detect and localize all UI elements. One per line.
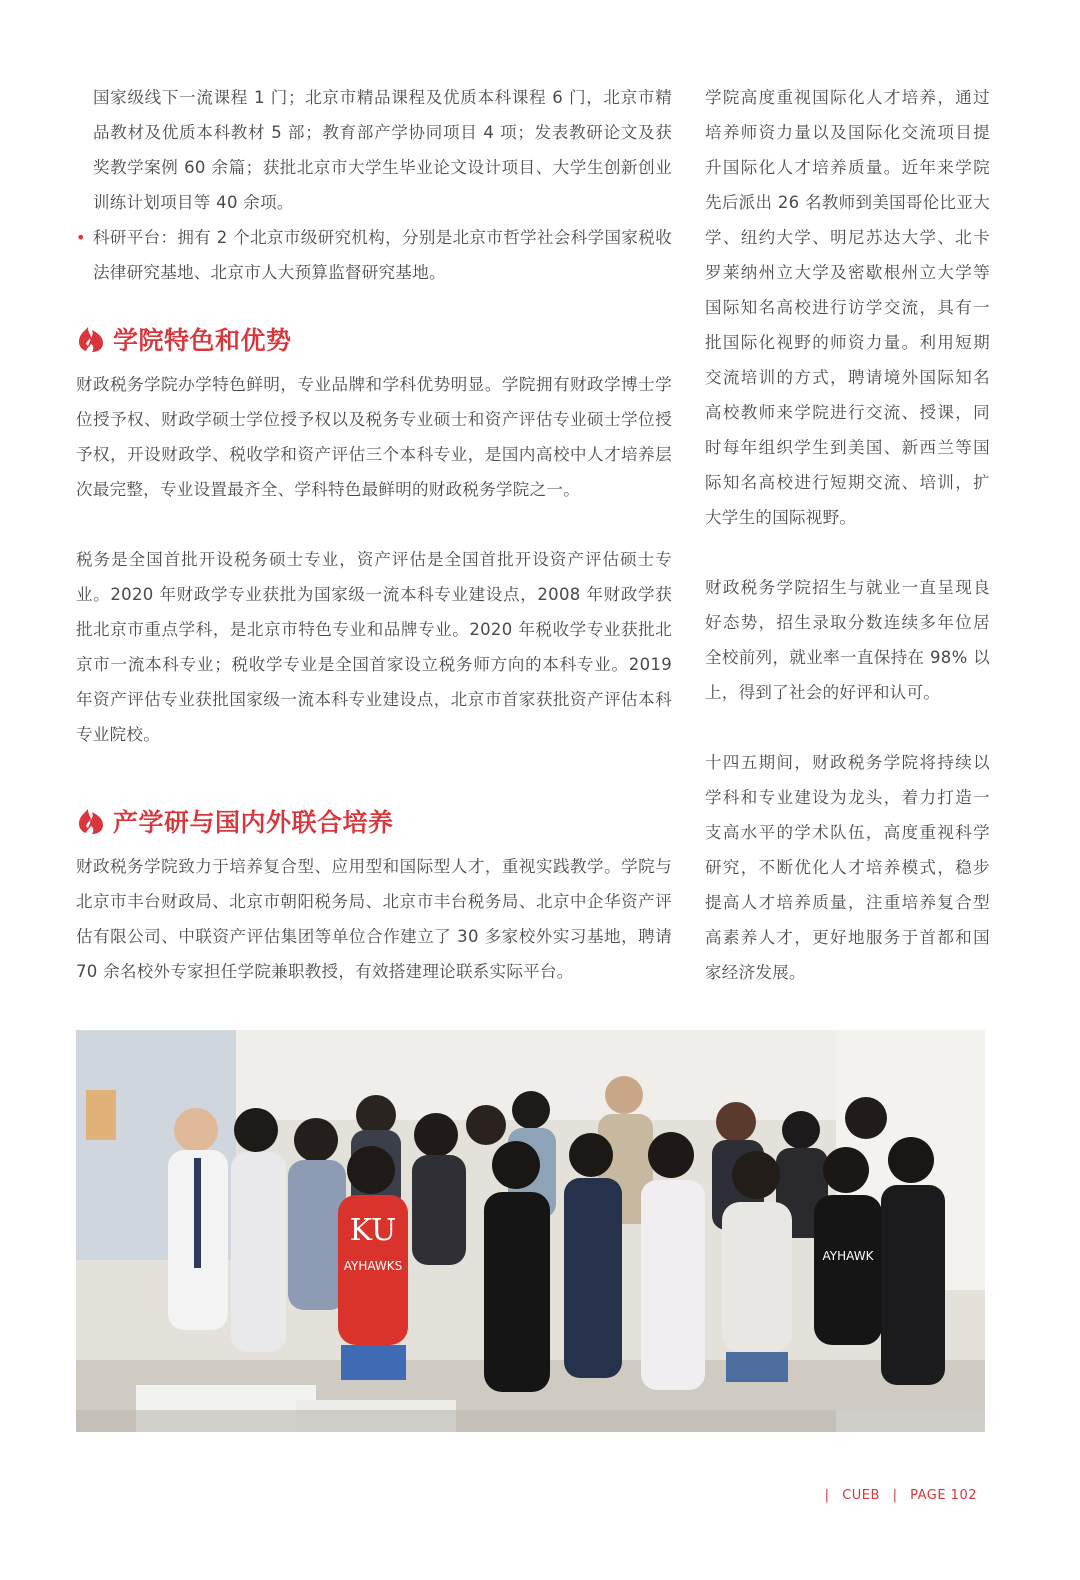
group-photo-illustration <box>76 1030 985 1432</box>
section-heading-features <box>76 319 672 359</box>
section-heading-cooperation <box>76 801 672 841</box>
future-plan-paragraph: 十四五期间，财政税务学院将持续以学科和专业建设为龙头，着力打造一支高水平的学术队伍，高度重视科学研究，不断优化人才培养模式，稳步提高人才培养质量，注重培养复合型高素养人才，更好地服务于首都和国家经济发展。 <box>705 753 990 982</box>
bullet-dot-icon: • <box>76 228 86 247</box>
shirt-ku-text: KU <box>349 1213 397 1248</box>
footer-separator: | <box>824 1488 830 1503</box>
flame-logo-icon <box>76 325 106 353</box>
flame-logo-icon <box>76 807 106 835</box>
bullet-research-platform <box>76 220 672 290</box>
features-paragraph-1: 财政税务学院办学特色鲜明，专业品牌和学科优势明显。学院拥有财政学博士学位授予权、财政学硕士学位授予权以及税务专业硕士和资产评估专业硕士学位授予权，开设财政学、税收学和资产评估三个本科专业，是国内高校中人才培养层次最完整，专业设置最齐全、学科特色最鲜明的财政税务学院之一。 <box>76 375 672 499</box>
shirt-jayhawks-text: AYHAWKS <box>343 1259 403 1273</box>
footer-brand: CUEB <box>842 1488 880 1503</box>
section-title-features: 学院特色和优势 <box>113 326 292 355</box>
footer-separator: | <box>892 1488 898 1503</box>
left-column <box>76 80 672 989</box>
group-photo <box>76 1030 985 1432</box>
right-column <box>705 80 990 990</box>
page-footer <box>825 1488 985 1503</box>
bullet-research-text: 科研平台：拥有 2 个北京市级研究机构，分别是北京市哲学社会科学国家税收法律研究基地、北京市人大预算监督研究基地。 <box>93 228 672 282</box>
section-title-cooperation: 产学研与国内外联合培养 <box>113 808 394 837</box>
employment-paragraph: 财政税务学院招生与就业一直呈现良好态势，招生录取分数连续多年位居全校前列，就业率一直保持在 98% 以上，得到了社会的好评和认可。 <box>705 578 990 702</box>
cooperation-paragraph: 财政税务学院致力于培养复合型、应用型和国际型人才，重视实践教学。学院与北京市丰台财政局、北京市朝阳税务局、北京市丰台税务局、北京中企华资产评估有限公司、中联资产评估集团等单位合作建立了 30 多家校外实习基地，聘请 70 余名校外专家担任学院兼职教授，有效搭建理论联系实际平台。 <box>76 857 672 981</box>
footer-page-number: PAGE 102 <box>910 1488 977 1503</box>
international-paragraph: 学院高度重视国际化人才培养，通过培养师资力量以及国际化交流项目提升国际化人才培养质量。近年来学院先后派出 26 名教师到美国哥伦比亚大学、纽约大学、明尼苏达大学、北卡罗莱纳州立大学及密歇根州立大学等国际知名高校进行访学交流，具有一批国际化视野的师资力量。利用短期交流培训的方式，聘请境外国际知名高校教师来学院进行交流、授课，同时每年组织学生到美国、新西兰等国际知名高校进行短期交流、培训，扩大学生的国际视野。 <box>705 88 990 527</box>
features-paragraph-2: 税务是全国首批开设税务硕士专业，资产评估是全国首批开设资产评估硕士专业。2020 年财政学专业获批为国家级一流本科专业建设点，2008 年财政学获批北京市重点学科，是北京市特色专业和品牌专业。2020 年税收学专业获批北京市一流本科专业；税收学专业是全国首家设立税务师方向的本科专业。2019 年资产评估专业获批国家级一流本科专业建设点，北京市首家获批资产评估本科专业院校。 <box>76 550 672 744</box>
teaching-achievements-text: 国家级线下一流课程 1 门；北京市精品课程及优质本科课程 6 门，北京市精品教材及优质本科教材 5 部；教育部产学协同项目 4 项；发表教研论文及获奖教学案例 60 余篇；获批北京市大学生毕业论文设计项目、大学生创新创业训练计划项目等 40 余项。 <box>93 88 672 212</box>
shirt-jayhawk-text: AYHAWK <box>822 1249 874 1263</box>
